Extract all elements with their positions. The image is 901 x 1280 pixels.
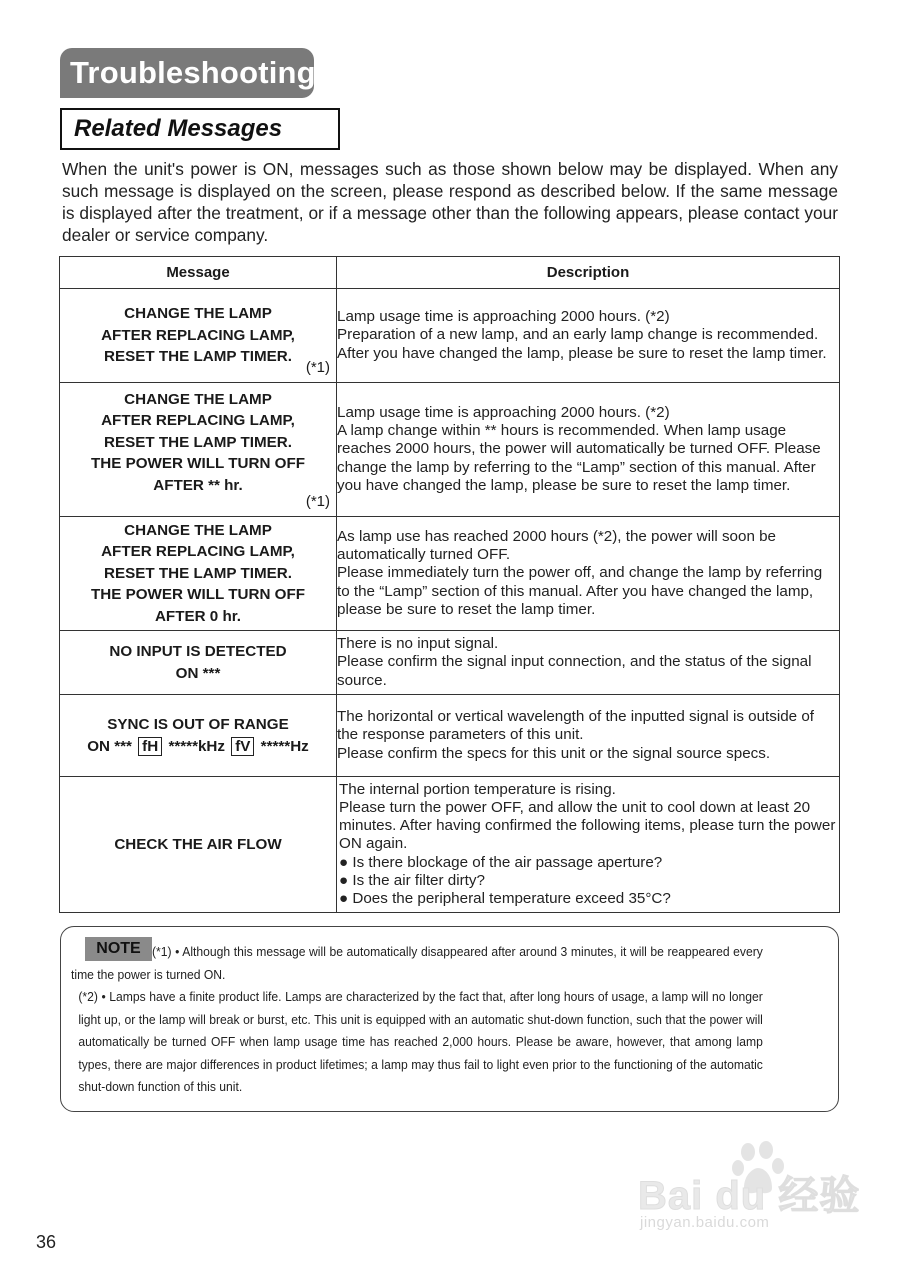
message-line: AFTER ** hr. — [153, 476, 243, 494]
message-cell — [60, 383, 337, 517]
message-line: THE POWER WILL TURN OFF — [90, 586, 305, 604]
watermark-brand: Bai du 经验 — [638, 1174, 861, 1218]
message-line: RESET THE LAMP TIMER. — [104, 564, 292, 582]
message-line: CHANGE THE LAMP — [124, 521, 272, 539]
message-line: AFTER REPLACING LAMP, — [101, 543, 295, 561]
description-line: Please confirm the signal input connection, and the status of the signal source. — [337, 653, 812, 689]
message-line: THE POWER WILL TURN OFF — [90, 455, 305, 473]
fh-value: *****kHz — [168, 737, 225, 755]
message-cell — [60, 695, 337, 777]
description-cell — [337, 695, 840, 777]
message-line: CHECK THE AIR FLOW — [114, 835, 282, 853]
message-cell — [60, 517, 337, 631]
note-box — [60, 926, 839, 1112]
footnote-ref: (*1) — [305, 492, 330, 510]
message-line: SYNC IS OUT OF RANGE — [107, 716, 289, 733]
table-row — [60, 631, 840, 695]
table-row — [60, 383, 840, 517]
note-label: NOTE — [85, 937, 152, 961]
description-cell — [337, 517, 840, 631]
description-cell — [337, 289, 840, 383]
message-cell — [60, 777, 337, 913]
fv-value: *****Hz — [260, 737, 309, 755]
messages-table — [59, 256, 840, 913]
table-row — [60, 289, 840, 383]
description-line: Lamp usage time is approaching 2000 hours. (*2) — [337, 403, 670, 421]
bullet-item: ● Does the peripheral temperature exceed 35°C? — [339, 890, 671, 907]
message-line: AFTER 0 hr. — [154, 607, 242, 625]
description-line: Please turn the power OFF, and allow the unit to cool down at least 20 minutes. After having confirmed the following items, please turn the power ON again. — [339, 798, 836, 853]
fh-label: fH — [138, 737, 162, 756]
fv-label: fV — [231, 737, 254, 756]
column-header-description: Description — [337, 257, 840, 289]
description-line: The horizontal or vertical wavelength of the inputted signal is outside of the response parameters of this unit. — [337, 708, 814, 744]
description-line: Please confirm the specs for this unit or the signal source specs. — [337, 744, 771, 762]
table-row — [60, 777, 840, 913]
footnote-ref: (*1) — [305, 358, 330, 376]
message-line — [60, 736, 336, 758]
message-line: ON *** — [175, 664, 221, 682]
description-line: As lamp use has reached 2000 hours (*2), the power will soon be automatically turned OFF. — [337, 527, 776, 564]
message-line: CHANGE THE LAMP — [124, 305, 272, 323]
description-line: Please immediately turn the power off, and change the lamp by referring to the “Lamp” section of this manual. After you have changed the lamp, please be sure to reset the lamp timer. — [337, 564, 823, 618]
page-number: 36 — [36, 1232, 57, 1252]
message-prefix: ON *** — [87, 737, 132, 755]
column-header-message: Message — [60, 257, 337, 289]
description-line: The internal portion temperature is rising. — [339, 780, 616, 798]
table-row — [60, 517, 840, 631]
message-line: AFTER REPLACING LAMP, — [101, 326, 295, 344]
description-line: Preparation of a new lamp, and an early lamp change is recommended. After you have changed the lamp, please be sure to reset the lamp timer. — [337, 326, 827, 362]
table-row — [60, 695, 840, 777]
bullet-item: ● Is there blockage of the air passage aperture? — [339, 853, 663, 871]
description-line: Lamp usage time is approaching 2000 hours. (*2) — [337, 308, 670, 326]
message-cell — [60, 289, 337, 383]
bullet-item: ● Is the air filter dirty? — [339, 871, 485, 889]
section-heading: Related Messages — [60, 108, 340, 150]
note-text — [71, 941, 763, 1099]
description-cell — [337, 777, 840, 913]
table-header-row — [60, 257, 840, 289]
message-line: NO INPUT IS DETECTED — [109, 643, 287, 660]
message-cell — [60, 631, 337, 695]
message-line: CHANGE THE LAMP — [124, 390, 272, 408]
message-line: RESET THE LAMP TIMER. — [104, 348, 292, 366]
message-line: RESET THE LAMP TIMER. — [104, 433, 292, 451]
description-cell — [337, 631, 840, 695]
description-line: A lamp change within ** hours is recommended. When lamp usage reaches 2000 hours, the power will automatically be turned OFF. Please change the lamp by referring to the “Lamp” section of this manual. After you have changed the lamp, please be sure to reset the lamp timer. — [337, 422, 821, 494]
intro-paragraph: When the unit's power is ON, messages such as those shown below may be displayed. When any such message is displayed on the screen, please respond as described below. If the same message is displayed after the treatment, or if a message other than the following appears, please contact your dealer or service company. — [62, 159, 838, 245]
message-line: AFTER REPLACING LAMP, — [101, 412, 295, 430]
note-1: (*1) • Although this message will be automatically disappeared after around 3 minutes, it will be reappeared every time the power is turned ON. — [71, 944, 763, 982]
description-cell — [337, 383, 840, 517]
description-line: There is no input signal. — [337, 635, 499, 653]
watermark-url: jingyan.baidu.com — [640, 1214, 770, 1231]
note-2: (*2) • Lamps have a finite product life. Lamps are characterized by the fact that, after long hours of usage, a lamp will no longer light up, or the lamp will break or burst, etc. This unit is equipped with an automatic shut-down function, such that the power will automatically be turned OFF when lamp usage time has reached 2,000 hours. Please be aware, however, that among lamp types, there are major differences in product lifetimes; a lamp may thus fail to light even prior to the functioning of the automatic shut-down function of this unit. — [78, 989, 763, 1094]
baidu-watermark — [630, 1140, 870, 1240]
page-title: Troubleshooting — [60, 48, 314, 98]
